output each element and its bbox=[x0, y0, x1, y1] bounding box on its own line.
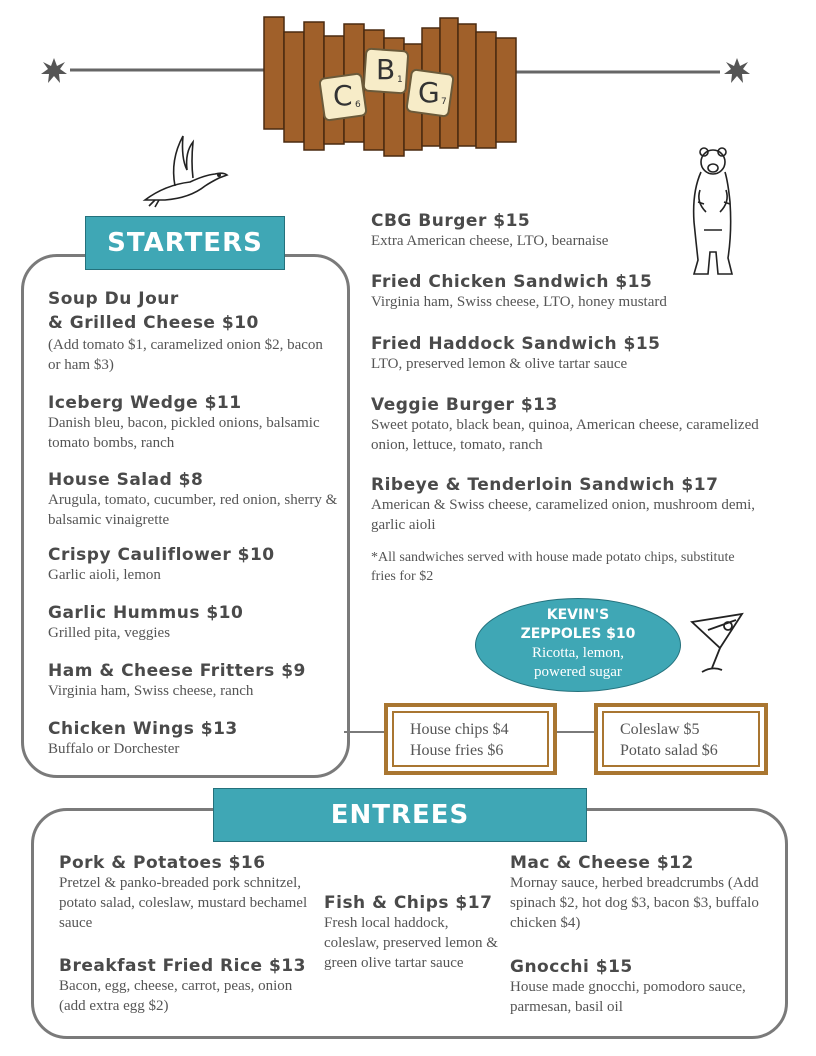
sandwich-title: Ribeye & Tenderloin Sandwich $17 bbox=[371, 475, 719, 495]
starter-desc: Arugula, tomato, cucumber, red onion, sherry & balsamic vinaigrette bbox=[48, 492, 338, 528]
zeppoles-badge bbox=[475, 598, 681, 692]
sides-box bbox=[384, 703, 557, 775]
sandwich-item bbox=[371, 334, 771, 374]
duck-icon bbox=[135, 130, 235, 210]
sandwich-title: CBG Burger $15 bbox=[371, 211, 531, 231]
sandwich-item bbox=[371, 272, 771, 312]
starter-title: Iceberg Wedge $11 bbox=[48, 393, 242, 413]
side-item: Coleslaw $5 bbox=[620, 721, 700, 738]
starter-item bbox=[48, 289, 338, 375]
starter-desc: Virginia ham, Swiss cheese, ranch bbox=[48, 683, 254, 699]
logo-sub-c: 6 bbox=[355, 100, 361, 110]
starter-desc: Danish bleu, bacon, pickled onions, balsamic tomato bombs, ranch bbox=[48, 415, 320, 451]
starter-item bbox=[48, 661, 343, 701]
sandwich-title: Veggie Burger $13 bbox=[371, 395, 558, 415]
sandwich-item bbox=[371, 211, 771, 251]
zeppoles-desc: Ricotta, lemon, bbox=[531, 645, 625, 661]
entree-title: Mac & Cheese $12 bbox=[510, 853, 694, 873]
zeppoles-title-price: ZEPPOLES $10 bbox=[520, 626, 636, 642]
entree-desc: Pretzel & panko-breaded pork schnitzel, potato salad, coleslaw, mustard bechamel sauce bbox=[59, 875, 308, 931]
starter-desc: Buffalo or Dorchester bbox=[48, 741, 180, 757]
entree-desc: House made gnocchi, pomodoro sauce, parmesan, basil oil bbox=[510, 979, 746, 1015]
logo-area bbox=[0, 0, 816, 160]
side-item: Potato salad $6 bbox=[620, 742, 718, 759]
sandwich-item bbox=[371, 395, 771, 455]
starter-item bbox=[48, 470, 343, 530]
starter-item bbox=[48, 719, 343, 759]
sides-box bbox=[594, 703, 768, 775]
starter-desc: Grilled pita, veggies bbox=[48, 625, 171, 641]
logo-letter-g: G bbox=[418, 76, 440, 109]
sides-connector bbox=[344, 731, 386, 733]
star-burst-icon bbox=[41, 58, 67, 83]
starter-title: & Grilled Cheese $10 bbox=[48, 313, 259, 333]
logo-graphic bbox=[0, 0, 816, 160]
entree-item bbox=[59, 956, 314, 1016]
star-burst-icon bbox=[724, 58, 750, 83]
sides-connector bbox=[555, 731, 594, 733]
zeppoles-desc-2: powered sugar bbox=[534, 664, 622, 680]
side-item: House chips $4 bbox=[410, 721, 509, 738]
entree-title: Fish & Chips $17 bbox=[324, 893, 493, 913]
starter-item bbox=[48, 393, 343, 453]
zeppoles-title: KEVIN'S bbox=[546, 607, 610, 623]
starter-desc: (Add tomato $1, caramelized onion $2, bacon or ham $3) bbox=[48, 337, 323, 373]
sandwich-item bbox=[371, 475, 771, 535]
logo-sub-g: 7 bbox=[441, 97, 447, 107]
logo-letter-c: C bbox=[333, 79, 353, 112]
starter-title: Crispy Cauliflower $10 bbox=[48, 545, 275, 565]
sandwich-desc: Extra American cheese, LTO, bearnaise bbox=[371, 233, 609, 249]
entree-desc: Bacon, egg, cheese, carrot, peas, onion (add extra egg $2) bbox=[59, 978, 293, 1014]
entrees-heading: ENTREES bbox=[213, 788, 587, 842]
martini-icon bbox=[688, 610, 748, 680]
entree-title: Breakfast Fried Rice $13 bbox=[59, 956, 306, 976]
starter-title: Chicken Wings $13 bbox=[48, 719, 238, 739]
entree-item bbox=[59, 853, 314, 933]
entree-desc: Fresh local haddock, coleslaw, preserved lemon & green olive tartar sauce bbox=[324, 915, 498, 971]
sandwich-title: Fried Haddock Sandwich $15 bbox=[371, 334, 661, 354]
sandwich-title: Fried Chicken Sandwich $15 bbox=[371, 272, 653, 292]
starter-title: Ham & Cheese Fritters $9 bbox=[48, 661, 306, 681]
entree-title: Gnocchi $15 bbox=[510, 957, 633, 977]
starter-title: Garlic Hummus $10 bbox=[48, 603, 244, 623]
entree-item bbox=[324, 893, 499, 973]
sandwich-desc: LTO, preserved lemon & olive tartar sauce bbox=[371, 356, 628, 372]
starter-title: House Salad $8 bbox=[48, 470, 204, 490]
side-item: House fries $6 bbox=[410, 742, 504, 759]
starter-title: Soup Du Jour bbox=[48, 289, 179, 309]
entree-title: Pork & Potatoes $16 bbox=[59, 853, 266, 873]
starter-item bbox=[48, 603, 343, 643]
starter-desc: Garlic aioli, lemon bbox=[48, 567, 161, 583]
starter-item bbox=[48, 545, 343, 585]
entree-item bbox=[510, 957, 778, 1017]
sandwich-desc: Virginia ham, Swiss cheese, LTO, honey mustard bbox=[371, 294, 667, 310]
starters-heading: STARTERS bbox=[85, 216, 285, 270]
logo-letter-b: B bbox=[376, 53, 396, 86]
sandwich-desc: American & Swiss cheese, caramelized onion, mushroom demi, garlic aioli bbox=[371, 497, 756, 533]
entree-desc: Mornay sauce, herbed breadcrumbs (Add spinach $2, hot dog $3, bacon $3, buffalo chicken $4) bbox=[510, 875, 759, 931]
entree-item bbox=[510, 853, 778, 933]
sandwich-desc: Sweet potato, black bean, quinoa, American cheese, caramelized onion, lettuce, tomato, ranch bbox=[371, 417, 759, 453]
sandwich-note: *All sandwiches served with house made potato chips, substitute fries for $2 bbox=[371, 550, 735, 584]
logo-sub-b: 1 bbox=[397, 75, 403, 85]
